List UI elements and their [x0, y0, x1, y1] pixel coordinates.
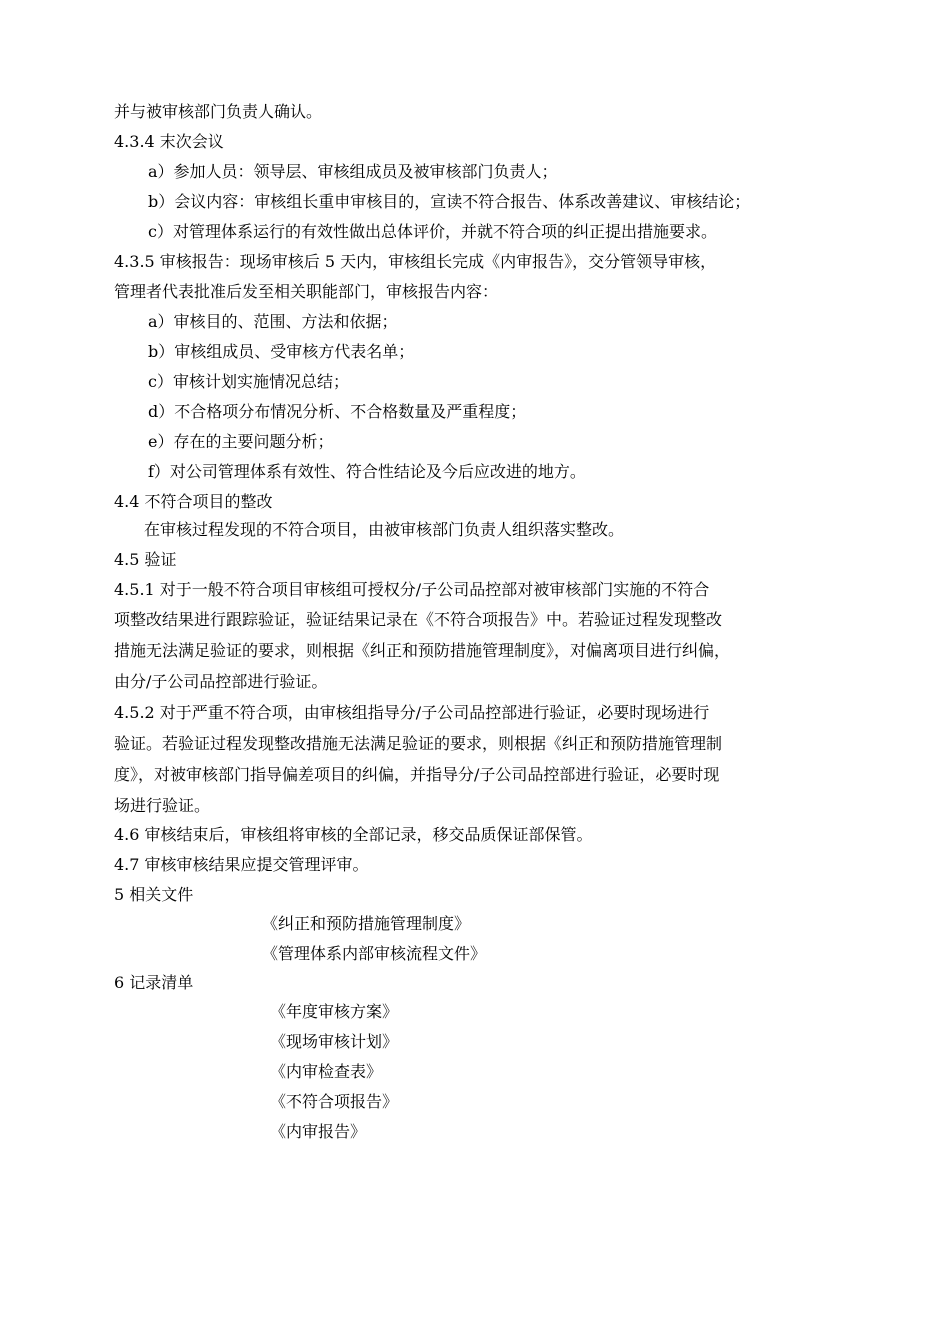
- list-item: e）存在的主要问题分析；: [148, 432, 334, 451]
- list-item: f）对公司管理体系有效性、符合性结论及今后应改进的地方。: [148, 462, 586, 481]
- section-heading: 4.7 审核审核结果应提交管理评审。: [114, 855, 369, 874]
- related-document: 《管理体系内部审核流程文件》: [262, 944, 487, 963]
- text-line: 管理者代表批准后发至相关职能部门，审核报告内容：: [114, 282, 499, 301]
- section-heading: 5 相关文件: [114, 885, 194, 904]
- list-item: a）审核目的、范围、方法和依据；: [148, 312, 398, 331]
- text-line: 措施无法满足验证的要求，则根据《纠正和预防措施管理制度》，对偏离项目进行纠偏，: [114, 641, 731, 660]
- section-heading: 4.3.5 审核报告：现场审核后 5 天内，审核组长完成《内审报告》，交分管领导审核，: [114, 252, 717, 271]
- record-item: 《内审检查表》: [270, 1062, 383, 1081]
- text-line: 验证。若验证过程发现整改措施无法满足验证的要求，则根据《纠正和预防措施管理制: [114, 734, 723, 753]
- text-line: 场进行验证。: [114, 796, 211, 815]
- text-line: 项整改结果进行跟踪验证，验证结果记录在《不符合项报告》中。若验证过程发现整改: [114, 610, 723, 629]
- text-line: 4.5.2 对于严重不符合项，由审核组指导分/子公司品控部进行验证，必要时现场进行: [114, 703, 710, 722]
- section-heading: 4.4 不符合项目的整改: [114, 492, 273, 511]
- list-item: a）参加人员：领导层、审核组成员及被审核部门负责人；: [148, 162, 558, 181]
- record-item: 《年度审核方案》: [270, 1002, 399, 1021]
- text-line: 由分/子公司品控部进行验证。: [114, 672, 328, 691]
- list-item: d）不合格项分布情况分析、不合格数量及严重程度；: [148, 402, 527, 421]
- list-item: b）审核组成员、受审核方代表名单；: [148, 342, 415, 361]
- record-item: 《内审报告》: [270, 1122, 367, 1141]
- list-item: c）对管理体系运行的有效性做出总体评价，并就不符合项的纠正提出措施要求。: [148, 222, 717, 241]
- section-heading: 4.6 审核结束后，审核组将审核的全部记录，移交品质保证部保管。: [114, 825, 593, 844]
- record-item: 《现场审核计划》: [270, 1032, 399, 1051]
- related-document: 《纠正和预防措施管理制度》: [262, 914, 471, 933]
- text-line: 并与被审核部门负责人确认。: [114, 102, 323, 121]
- list-item: b）会议内容：审核组长重申审核目的，宣读不符合报告、体系改善建议、审核结论；: [148, 192, 751, 211]
- text-line: 4.5.1 对于一般不符合项目审核组可授权分/子公司品控部对被审核部门实施的不符合: [114, 580, 710, 599]
- section-heading: 6 记录清单: [114, 973, 194, 992]
- section-heading: 4.3.4 末次会议: [114, 132, 224, 151]
- list-item: c）审核计划实施情况总结；: [148, 372, 349, 391]
- text-line: 度》，对被审核部门指导偏差项目的纠偏，并指导分/子公司品控部进行验证，必要时现: [114, 765, 720, 784]
- section-heading: 4.5 验证: [114, 550, 177, 569]
- record-item: 《不符合项报告》: [270, 1092, 399, 1111]
- text-line: 在审核过程发现的不符合项目，由被审核部门负责人组织落实整改。: [144, 520, 625, 539]
